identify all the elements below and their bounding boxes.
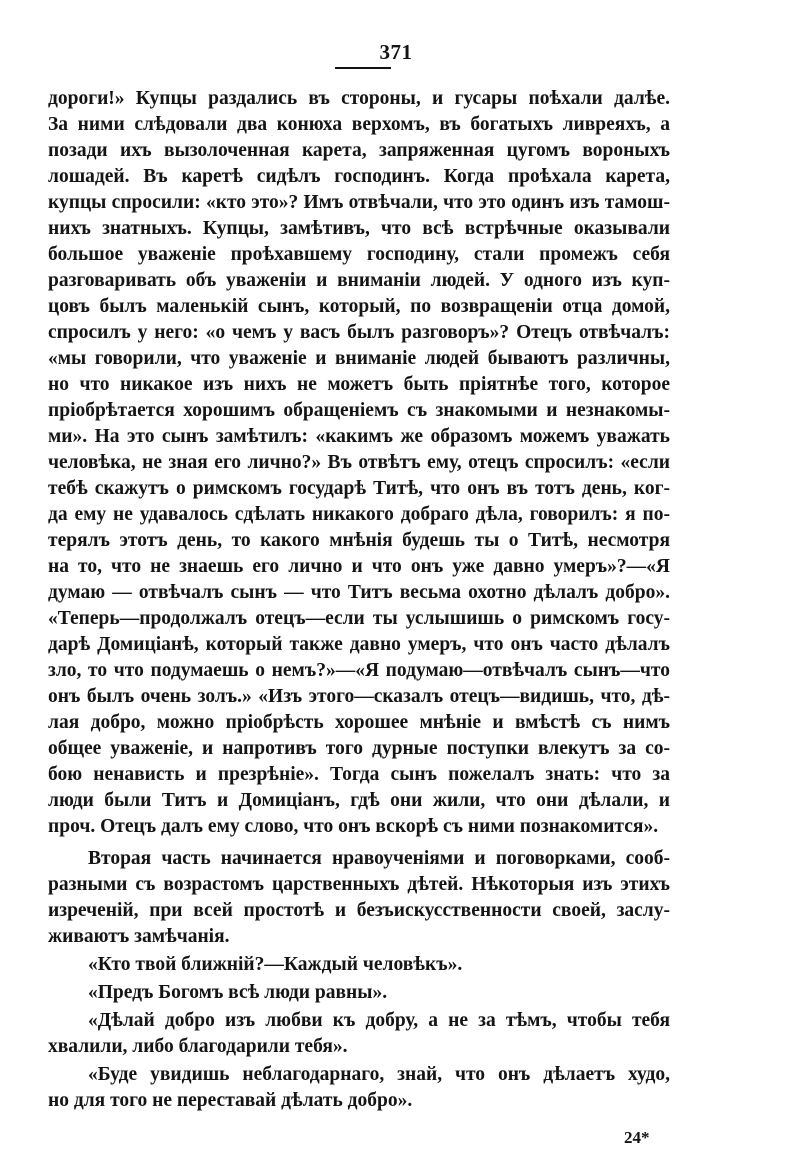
text-line: да ему не удавалось сдѣлать никакого добраго дѣла, говорилъ: я по-	[48, 504, 670, 525]
text-line: общее уваженіе, и напротивъ того дурные поступки влекутъ за со-	[48, 738, 670, 759]
text-line: позади ихъ вызолоченная карета, запряженная цугомъ вороныхъ	[48, 140, 670, 161]
header-rule	[335, 67, 391, 69]
text-line: большое уваженіе проѣхавшему господину, стали промежъ себя	[48, 244, 670, 265]
text-line: изреченій, при всей простотѣ и безъискусственности своей, заслу-	[48, 900, 670, 921]
text-line: разговаривать объ уваженіи и вниманіи людей. У одного изъ куп-	[48, 270, 670, 291]
text-line: спросилъ у него: «о чемъ у васъ былъ разговоръ»? Отецъ отвѣчалъ:	[48, 322, 670, 343]
text-line: пріобрѣтается хорошимъ обращеніемъ съ знакомыми и незнакомы-	[48, 400, 670, 421]
text-line: лошадей. Въ каретѣ сидѣлъ господинъ. Когда проѣхала карета,	[48, 166, 670, 187]
text-line: Вторая часть начинается нравоученіями и поговорками, сооб-	[88, 848, 670, 869]
text-line: нихъ знатныхъ. Купцы, замѣтивъ, что всѣ встрѣчные оказывали	[48, 218, 670, 239]
text-line: разными съ возрастомъ царственныхъ дѣтей. Нѣкоторыя изъ этихъ	[48, 874, 670, 895]
text-line: ми». На это сынъ замѣтилъ: «какимъ же образомъ можемъ уважать	[48, 426, 670, 447]
text-line: За ними слѣдовали два конюха верхомъ, въ богатыхъ ливреяхъ, а	[48, 114, 670, 135]
page-number: 371	[379, 40, 413, 64]
text-line: бою ненависть и презрѣніе». Тогда сынъ пожелалъ знать: что за	[48, 764, 670, 785]
text-line: лая добро, можно пріобрѣсть хорошее мнѣніе и вмѣстѣ съ нимъ	[48, 712, 670, 733]
text-line: дороги!» Купцы раздались въ стороны, и гусары поѣхали далѣе.	[48, 88, 670, 109]
text-line: терялъ этотъ день, то какого мнѣнія будешь ты о Титѣ, несмотря	[48, 530, 670, 551]
text-line: цовъ былъ маленькій сынъ, который, по возвращеніи отца домой,	[48, 296, 670, 317]
text-line: тебѣ скажутъ о римскомъ государѣ Титѣ, что онъ въ тотъ день, ког-	[48, 478, 670, 499]
maxim-line: но для того не переставай дѣлать добро».	[48, 1090, 413, 1111]
text-line: человѣка, не зная его лично?» Въ отвѣтъ ему, отецъ спросилъ: «если	[48, 452, 670, 473]
text-line: но что никакое изъ нихъ не можетъ быть пріятнѣе того, которое	[48, 374, 670, 395]
text-line: дарѣ Домиціанѣ, который также давно умеръ, что онъ часто дѣлалъ	[48, 634, 670, 655]
maxim-line: «Дѣлай добро изъ любви къ добру, а не за тѣмъ, чтобы тебя	[88, 1010, 670, 1031]
maxim-line: «Буде увидишь неблагодарнаго, знай, что онъ дѣлаетъ худо,	[88, 1064, 670, 1085]
maxim-line: «Предъ Богомъ всѣ люди равны».	[88, 982, 388, 1003]
maxim-line: «Кто твой ближній?—Каждый человѣкъ».	[88, 954, 463, 975]
text-line: «мы говорили, что уваженіе и вниманіе людей бываютъ различны,	[48, 348, 670, 369]
maxim-line: хвалили, либо благодарили тебя».	[48, 1036, 348, 1057]
text-line: думаю — отвѣчалъ сынъ — что Титъ весьма охотно дѣлалъ добро».	[48, 582, 670, 603]
text-line: живаютъ замѣчанія.	[48, 926, 230, 947]
text-line: купцы спросили: «кто это»? Имъ отвѣчали, что это одинъ изъ тамош-	[48, 192, 670, 213]
text-line: на то, что не знаешь его лично и что онъ уже давно умеръ»?—«Я	[48, 556, 670, 577]
text-line: проч. Отецъ далъ ему слово, что онъ вскорѣ съ ними познакомится».	[48, 816, 659, 837]
text-line: зло, то что подумаешь о немъ?»—«Я подумаю—отвѣчалъ сынъ—что	[48, 660, 670, 681]
signature-mark: 24*	[624, 1128, 650, 1147]
text-line: «Теперь—продолжалъ отецъ—если ты услышишь о римскомъ госу-	[48, 608, 670, 629]
text-line: онъ былъ очень золъ.» «Изъ этого—сказалъ отецъ—видишь, что, дѣ-	[48, 686, 670, 707]
text-line: люди были Титъ и Домиціанъ, гдѣ они жили, что они дѣлали, и	[48, 790, 670, 811]
